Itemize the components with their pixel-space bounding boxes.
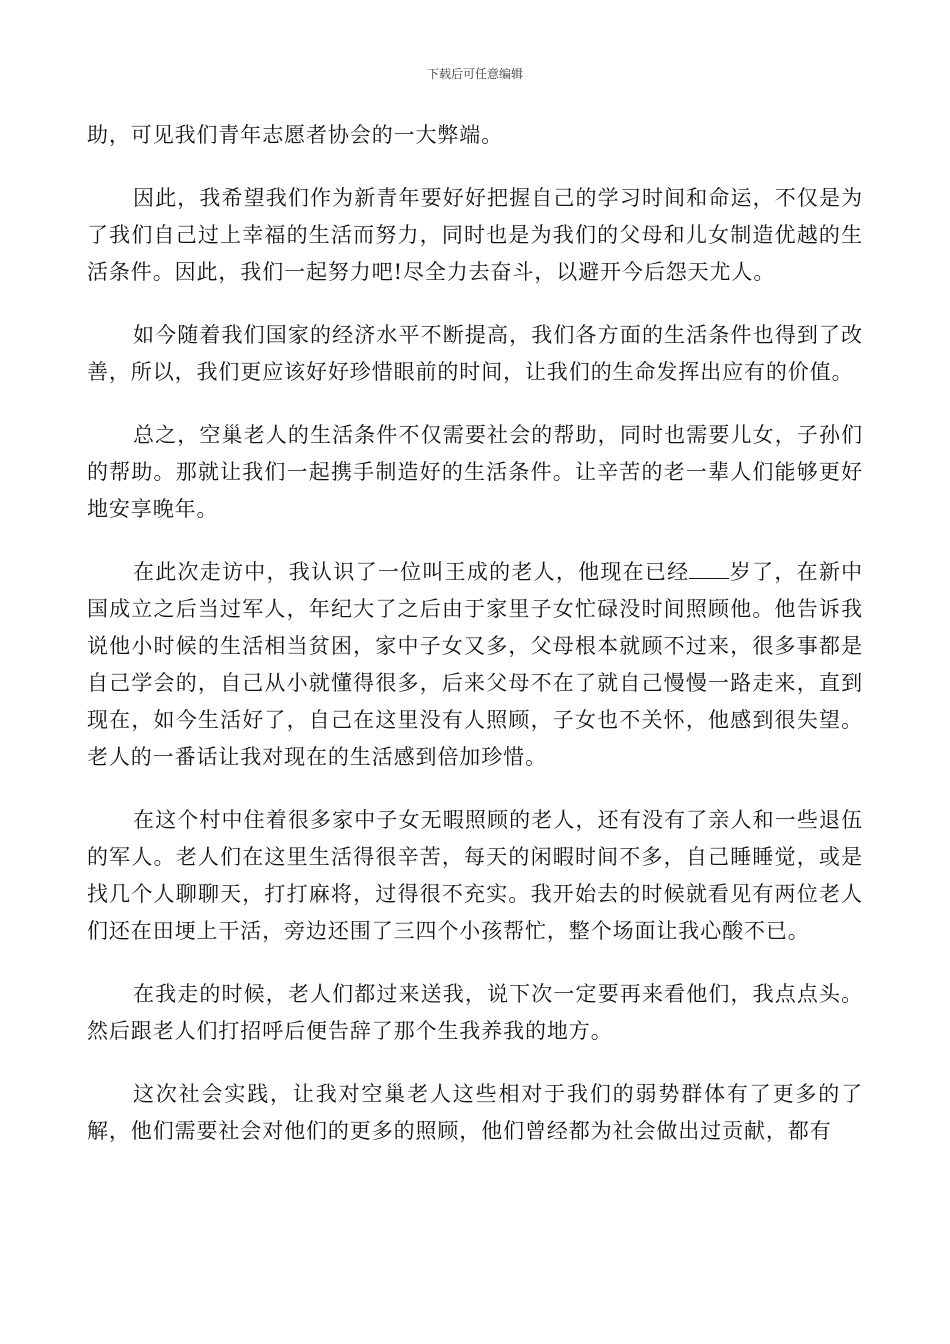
paragraph-8: 这次社会实践，让我对空巢老人这些相对于我们的弱势群体有了更多的了解，他们需要社会对他们的更多的照顾，他们曾经都为社会做出过贡献，都有 — [87, 1082, 863, 1143]
paragraph-6: 在这个村中住着很多家中子女无暇照顾的老人，还有没有了亲人和一些退伍的军人。老人们在这里生活得很辛苦，每天的闲暇时间不多，自己睡睡觉，或是找几个人聊聊天，打打麻将，过得很不充实。我开始去的时候就看见有两位老人们还在田埂上干活，旁边还围了三四个小孩帮忙，整个场面让我心酸不已。 — [87, 808, 863, 943]
paragraph-2: 因此，我希望我们作为新青年要好好把握自己的学习时间和命运，不仅是为了我们自己过上幸福的生活而努力，同时也是为我们的父母和儿女制造优越的生活条件。因此，我们一起努力吧!尽全力去奋斗，以避开今后怨天尤人。 — [87, 186, 863, 284]
paragraph-5-after-blank: 岁了，在新中国成立之后当过军人，年纪大了之后由于家里子女忙碌没时间照顾他。他告诉我说他小时候的生活相当贫困，家中子女又多，父母根本就顾不过来，很多事都是自己学会的，自己从小就懂得很多，后来父母不在了就自己慢慢一路走来，直到现在，如今生活好了，自己在这里没有人照顾，子女也不关怀，他感到很失望。老人的一番话让我对现在的生活感到倍加珍惜。 — [87, 560, 864, 769]
paragraph-5 — [87, 554, 863, 776]
page-header: 下载后可任意编辑 — [426, 67, 523, 81]
paragraph-5-before-blank: 在此次走访中，我认识了一位叫王成的老人，他现在已经 — [133, 560, 690, 584]
paragraph-3: 如今随着我们国家的经济水平不断提高，我们各方面的生活条件也得到了改善，所以，我们更应该好好珍惜眼前的时间，让我们的生命发挥出应有的价值。 — [87, 323, 863, 384]
paragraph-1: 助，可见我们青年志愿者协会的一大弊端。 — [87, 123, 504, 147]
paragraph-4: 总之，空巢老人的生活条件不仅需要社会的帮助，同时也需要儿女，子孙们的帮助。那就让我们一起携手制造好的生活条件。让辛苦的老一辈人们能够更好地安享晚年。 — [87, 423, 863, 521]
paragraph-7: 在我走的时候，老人们都过来送我，说下次一定要再来看他们，我点点头。然后跟老人们打招呼后便告辞了那个生我养我的地方。 — [87, 982, 863, 1043]
document-body — [87, 117, 863, 1150]
age-blank — [689, 560, 729, 579]
